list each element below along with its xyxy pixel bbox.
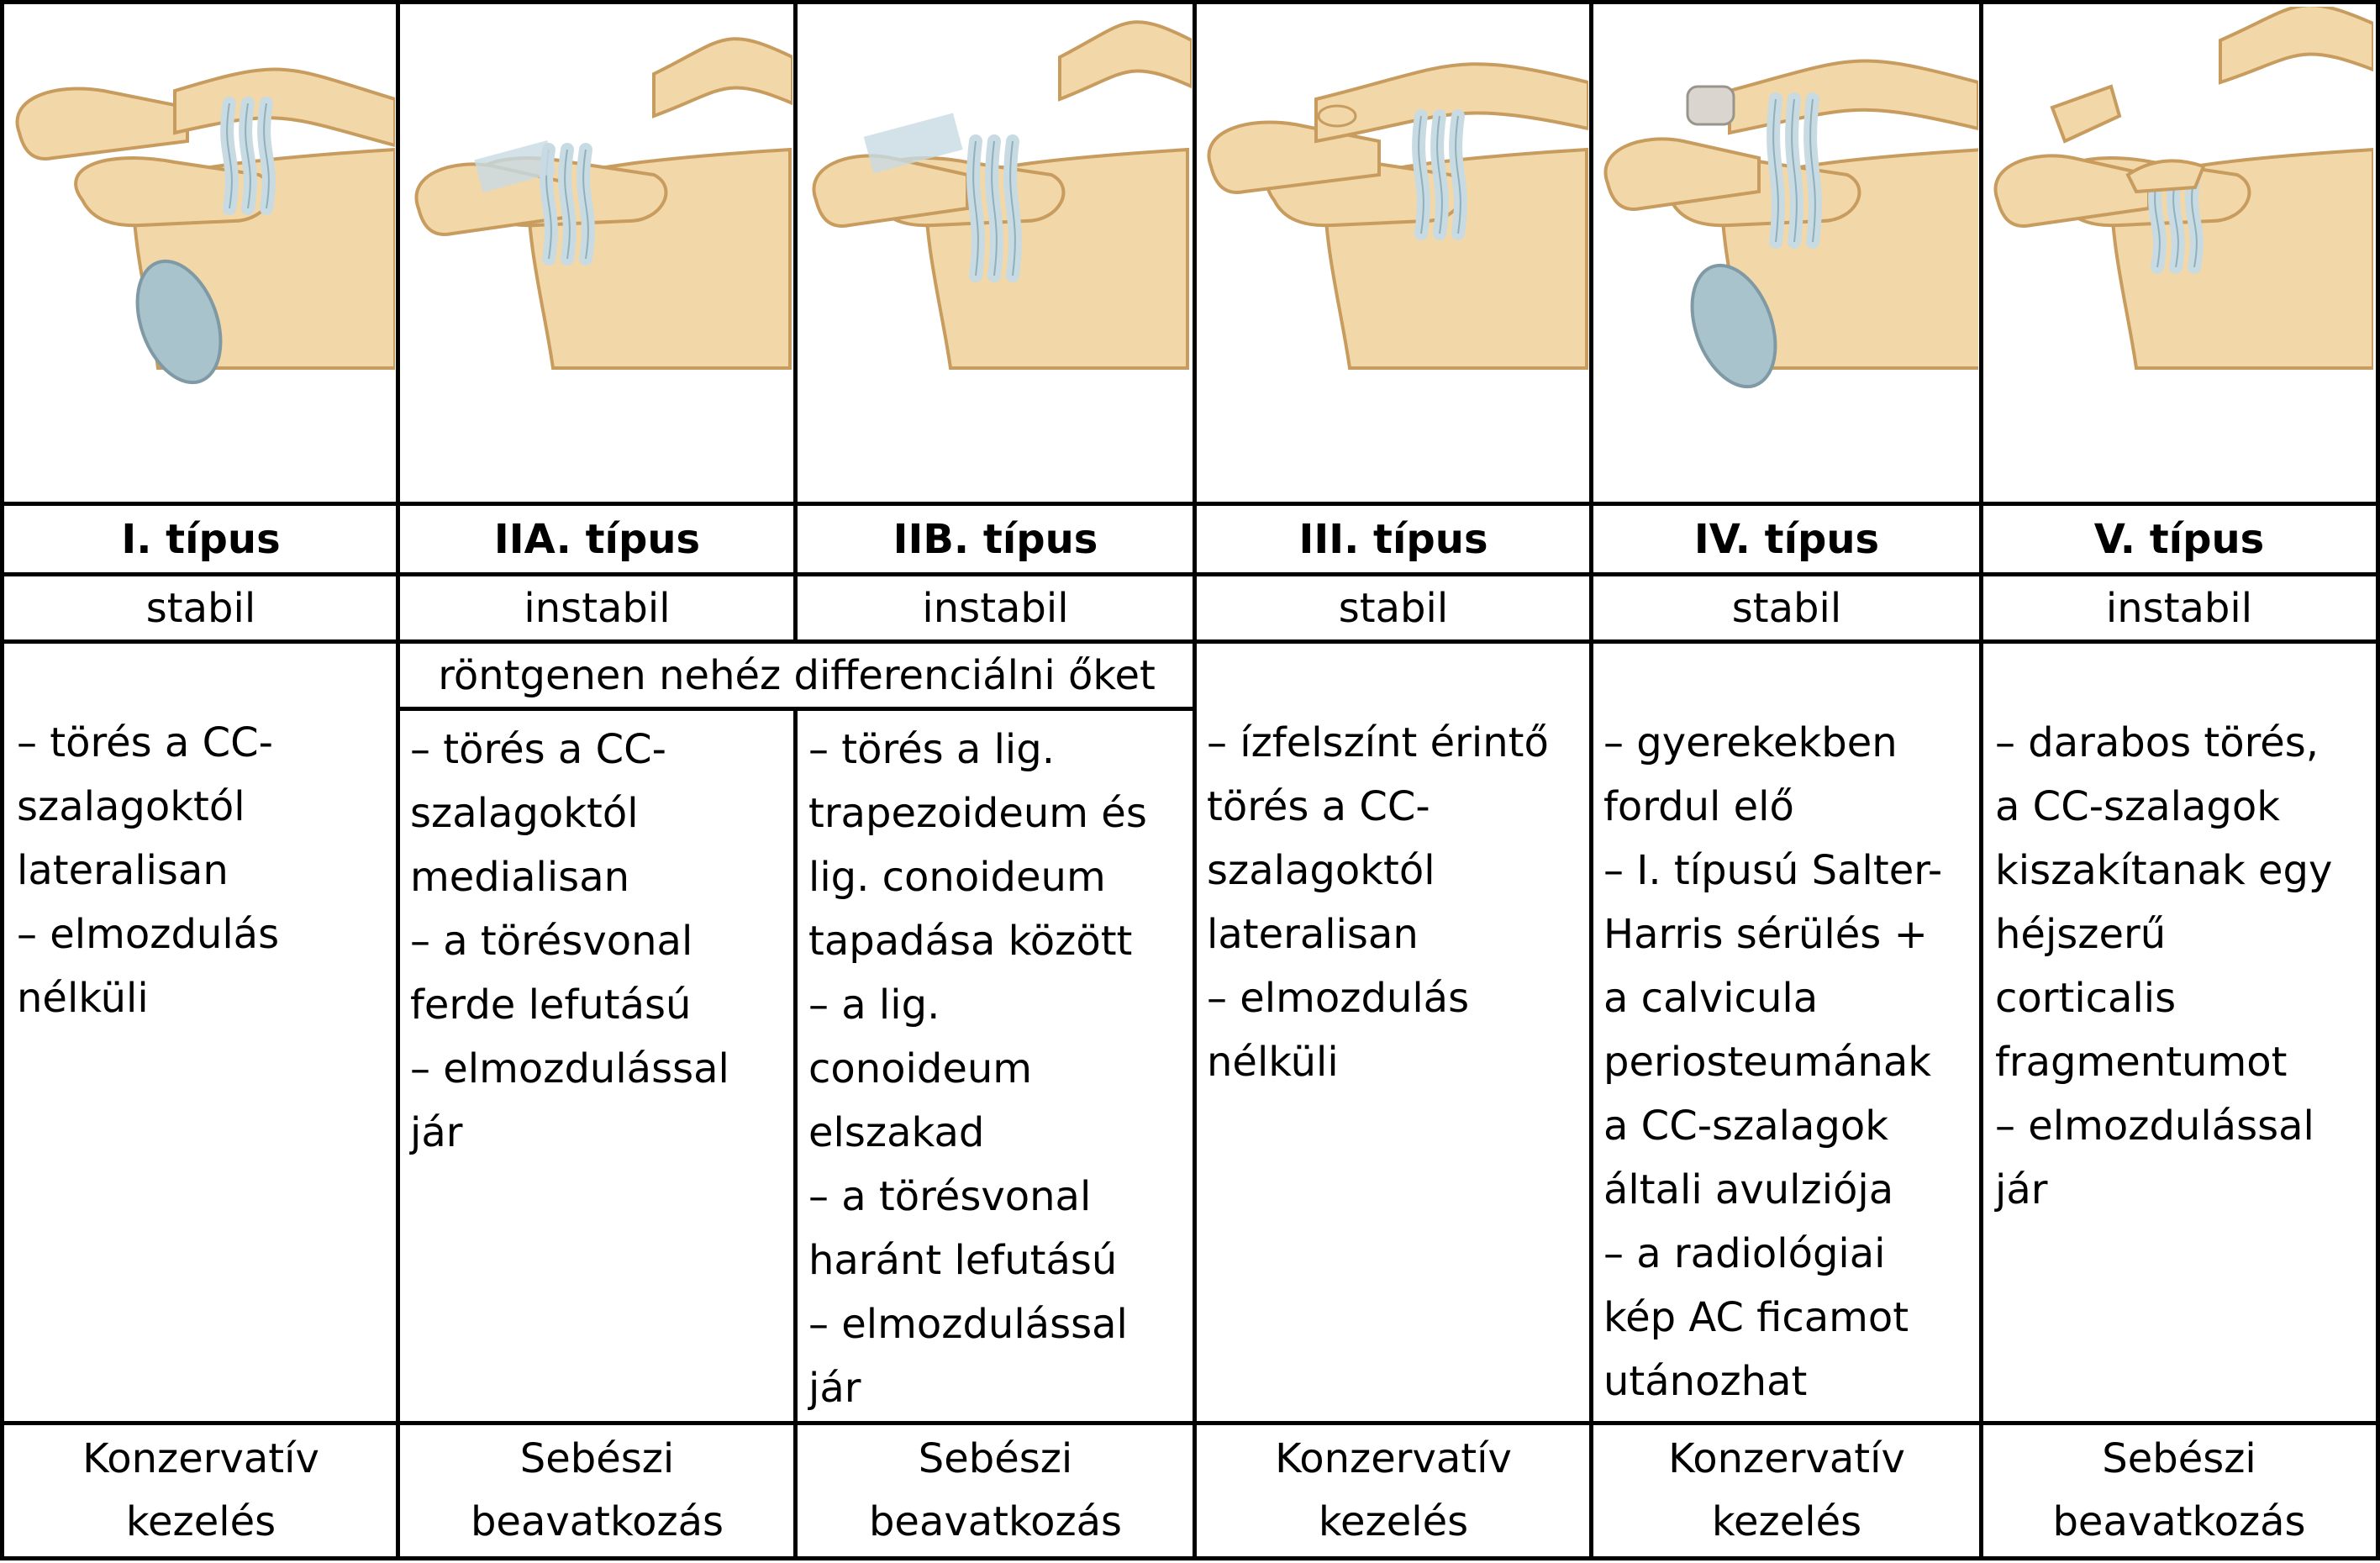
- grid-line-below-stability: [0, 639, 2380, 644]
- comminuted-fragment: [2052, 87, 2119, 141]
- description-line: – a lig.: [808, 981, 940, 1029]
- description-line: lig. conoideum: [808, 854, 1106, 901]
- description-line: tapadása között: [808, 918, 1133, 965]
- description-line: – elmozdulás: [1207, 975, 1470, 1022]
- description-line: – törés a CC-: [17, 719, 273, 766]
- description-line: törés a CC-: [1207, 783, 1430, 830]
- description-line: a CC-szalagok: [1995, 783, 2281, 830]
- grid-left-border: [0, 0, 4, 1560]
- grid-line-below-types: [0, 572, 2380, 576]
- description-line: kiszakítanak egy: [1995, 847, 2333, 894]
- description-line: lateralisan: [17, 847, 229, 894]
- illustration-type-iia: [402, 7, 792, 501]
- description-line: szalagoktól: [17, 783, 245, 830]
- description-line: haránt lefutású: [808, 1237, 1118, 1284]
- description-line: a calvicula: [1603, 975, 1819, 1022]
- treatment-iii: Konzervatív kezelés: [1275, 1435, 1512, 1545]
- description-line: conoideum: [808, 1045, 1033, 1092]
- description-iii: [1207, 711, 1549, 1094]
- description-line: nélküli: [17, 975, 149, 1022]
- grid-right-border: [2376, 0, 2380, 1560]
- description-line: trapezoideum és: [808, 790, 1147, 837]
- description-line: – a radiológiai: [1603, 1230, 1886, 1277]
- description-line: nélküli: [1207, 1039, 1339, 1086]
- treatment-i: Konzervatív kezelés: [82, 1435, 319, 1545]
- description-line: Harris sérülés +: [1603, 911, 1928, 958]
- description-iib: [808, 718, 1147, 1420]
- illustration-type-i: [7, 7, 395, 501]
- clavicle-bone: [175, 70, 395, 145]
- stability-iib: instabil: [922, 585, 1069, 632]
- physis-fragment: [1688, 87, 1734, 124]
- clavicle-bone: [1730, 61, 1978, 133]
- description-line: – a törésvonal: [410, 918, 693, 965]
- shoulder-illustration-type-iia: [402, 7, 792, 501]
- description-line: szalagoktól: [1207, 847, 1435, 894]
- treatment-iv: Konzervatív kezelés: [1668, 1435, 1905, 1545]
- shoulder-illustration-type-iii: [1198, 7, 1588, 501]
- grid-col-divider-1: [396, 0, 400, 1560]
- grid-top-border: [0, 0, 2380, 4]
- stability-iv: stabil: [1731, 585, 1842, 632]
- description-line: – törés a CC-: [410, 726, 666, 773]
- description-line: – elmozdulással: [808, 1301, 1128, 1348]
- illustration-type-iib: [799, 7, 1192, 501]
- description-line: fordul elő: [1603, 783, 1794, 830]
- grid-col-divider-2b: [793, 707, 798, 1560]
- description-line: – törés a lig.: [808, 726, 1055, 773]
- type-title-iii: III. típus: [1298, 516, 1488, 563]
- stability-iia: instabil: [524, 585, 671, 632]
- type-title-iib: IIB. típus: [893, 516, 1098, 563]
- description-line: – a törésvonal: [808, 1173, 1092, 1220]
- description-line: – elmozdulással: [410, 1045, 729, 1092]
- clavicle-bone: [2220, 7, 2373, 82]
- description-iv: [1603, 711, 1942, 1413]
- description-line: általi avulziója: [1603, 1166, 1894, 1213]
- description-line: – elmozdulás: [17, 911, 280, 958]
- illustration-type-iii: [1198, 7, 1588, 501]
- type-title-i: I. típus: [121, 516, 281, 563]
- description-line: corticalis: [1995, 975, 2177, 1022]
- bone-fragment: [1319, 106, 1356, 126]
- treatment-iib: Sebészi beavatkozás: [868, 1435, 1123, 1545]
- description-line: fragmentumot: [1995, 1039, 2288, 1086]
- description-line: a CC-szalagok: [1603, 1103, 1889, 1150]
- description-line: kép AC ficamot: [1603, 1294, 1909, 1341]
- description-line: – gyerekekben: [1603, 719, 1898, 766]
- description-line: – I. típusú Salter-: [1603, 847, 1943, 894]
- description-line: utánozhat: [1603, 1358, 1808, 1405]
- type-title-iia: IIA. típus: [493, 516, 701, 563]
- description-line: – darabos törés,: [1995, 719, 2319, 766]
- description-v: [1995, 711, 2332, 1222]
- grid-bottom-border: [0, 1556, 2380, 1560]
- description-line: héjszerű: [1995, 911, 2167, 958]
- description-line: jár: [1995, 1166, 2048, 1213]
- stability-i: stabil: [145, 585, 256, 632]
- description-line: elszakad: [808, 1109, 985, 1156]
- description-iia: [410, 718, 729, 1165]
- description-line: jár: [410, 1109, 463, 1156]
- treatment-iia: Sebészi beavatkozás: [470, 1435, 724, 1545]
- clavicle-bone: [654, 39, 792, 116]
- shared-note: röntgenen nehéz differenciálni őket: [438, 652, 1156, 699]
- grid-col-divider-4: [1589, 0, 1593, 1560]
- shoulder-illustration-type-i: [7, 7, 395, 501]
- grid-line-below-illustrations: [0, 502, 2380, 506]
- description-line: jár: [808, 1365, 861, 1412]
- type-title-iv: IV. típus: [1693, 516, 1880, 563]
- grid-col-divider-3: [1193, 0, 1197, 1560]
- stability-iii: stabil: [1338, 585, 1449, 632]
- stability-v: instabil: [2105, 585, 2253, 632]
- description-line: periosteumának: [1603, 1039, 1932, 1086]
- treatment-v: Sebészi beavatkozás: [2052, 1435, 2306, 1545]
- description-line: ferde lefutású: [410, 981, 692, 1029]
- description-line: – elmozdulással: [1995, 1103, 2314, 1150]
- shoulder-illustration-type-iib: [799, 7, 1192, 501]
- acromion-bone: [18, 88, 187, 159]
- shoulder-illustration-type-v: [1985, 7, 2373, 501]
- shoulder-illustration-type-iv: [1595, 7, 1978, 501]
- illustration-type-v: [1985, 7, 2373, 501]
- clavicle-bone: [1060, 22, 1192, 99]
- type-title-v: V. típus: [2093, 516, 2265, 563]
- description-line: medialisan: [410, 854, 630, 901]
- grid-col-divider-2a: [793, 0, 798, 644]
- grid-line-above-treatment: [0, 1421, 2380, 1425]
- description-line: szalagoktól: [410, 790, 639, 837]
- description-line: – ízfelszínt érintő: [1207, 719, 1549, 766]
- description-line: lateralisan: [1207, 911, 1419, 958]
- grid-col-divider-5: [1979, 0, 1983, 1560]
- illustration-type-iv: [1595, 7, 1978, 501]
- description-i: [17, 711, 279, 1030]
